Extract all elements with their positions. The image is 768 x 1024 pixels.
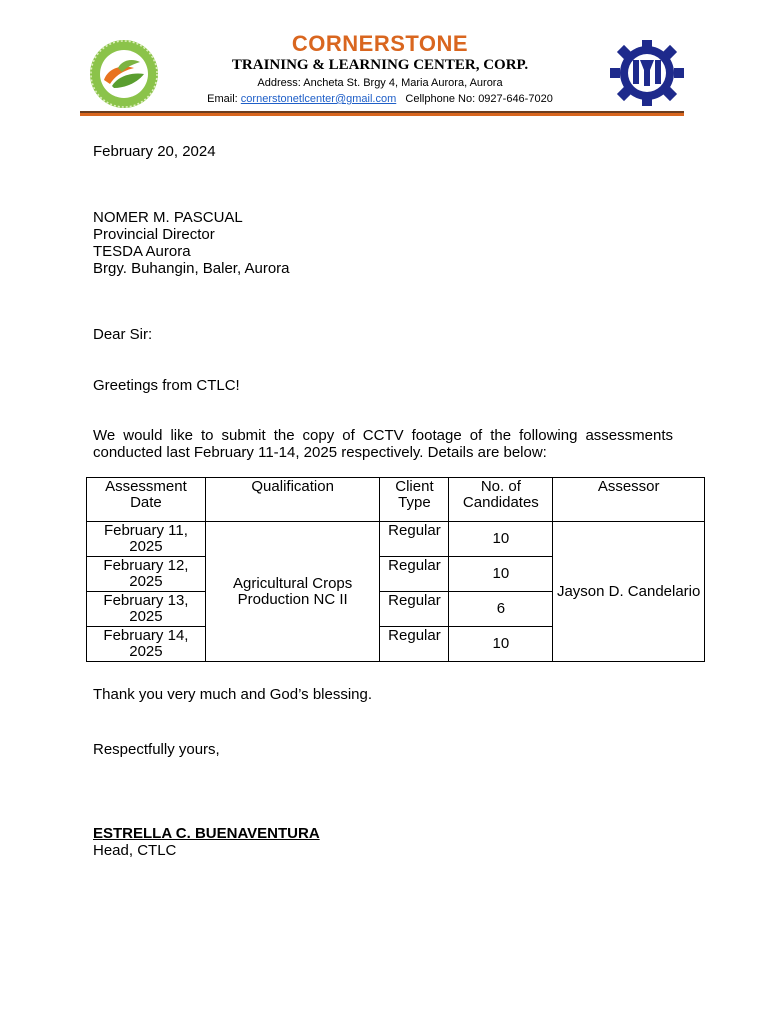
cell-assessor: Jayson D. Candelario (553, 522, 705, 662)
header-qualification: Qualification (205, 478, 380, 522)
cell-candidates: 10 (449, 557, 553, 592)
body-line: We would like to submit the copy of CCTV footage of the following assessments (93, 427, 673, 444)
company-address: Address: Ancheta St. Brgy 4, Maria Aurora, Aurora (257, 77, 503, 89)
cell-client-type: Regular (380, 522, 449, 557)
recipient-office: TESDA Aurora (93, 243, 191, 260)
header-rule-accent (80, 113, 684, 116)
salutation: Dear Sir: (93, 326, 153, 343)
body-paragraph (93, 427, 673, 461)
company-name: CORNERSTONE (291, 31, 469, 56)
header-assessor: Assessor (553, 478, 705, 522)
cell-candidates: 10 (449, 522, 553, 557)
cell-candidates: 6 (449, 592, 553, 627)
cell-date: February 13, 2025 (87, 592, 206, 627)
cell-date: February 11, 2025 (87, 522, 206, 557)
closing: Respectfully yours, (93, 741, 220, 758)
assessment-table (86, 477, 705, 662)
cell-date: February 14, 2025 (87, 627, 206, 662)
recipient-name: NOMER M. PASCUAL (93, 209, 243, 226)
header-assessment-date: Assessment Date (87, 478, 206, 522)
cell-client-type: Regular (380, 627, 449, 662)
recipient-title: Provincial Director (93, 226, 215, 243)
greeting: Greetings from CTLC! (93, 377, 240, 394)
letter-date: February 20, 2024 (93, 143, 216, 160)
cell-date: February 12, 2025 (87, 557, 206, 592)
email-label: Email: (207, 93, 241, 105)
cell-client-type: Regular (380, 592, 449, 627)
company-subtitle: TRAINING & LEARNING CENTER, CORP. (231, 57, 529, 73)
signatory-name: ESTRELLA C. BUENAVENTURA (93, 825, 320, 842)
phone-number: Cellphone No: 0927-646-7020 (405, 93, 553, 105)
closing-thanks: Thank you very much and God’s blessing. (93, 686, 373, 703)
table-header-row (87, 478, 705, 522)
table-row (87, 522, 705, 557)
email-link[interactable]: cornerstonetlcenter@gmail.com (240, 93, 397, 105)
body-line: conducted last February 11-14, 2025 respectively. Details are below: (93, 444, 547, 461)
cell-qualification: Agricultural Crops Production NC II (205, 522, 380, 662)
cell-client-type: Regular (380, 557, 449, 592)
letterhead (0, 0, 768, 120)
recipient-address: Brgy. Buhangin, Baler, Aurora (93, 260, 290, 277)
signatory-title: Head, CTLC (93, 842, 177, 859)
company-contact (150, 93, 610, 105)
tesda-gear-icon (610, 40, 684, 106)
header-candidates: No. of Candidates (449, 478, 553, 522)
header-client-type: Client Type (380, 478, 449, 522)
cell-candidates: 10 (449, 627, 553, 662)
